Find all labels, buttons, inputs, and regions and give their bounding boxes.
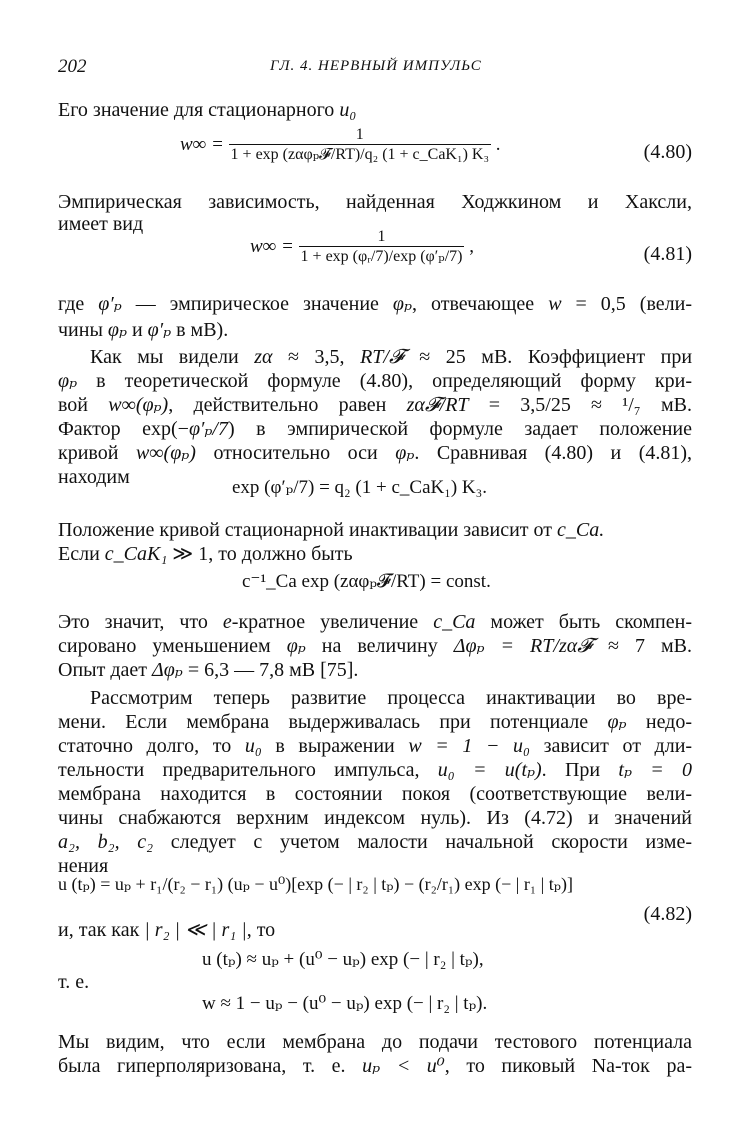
equation-4-82: u (tₚ) = uₚ + r₁/(r₂ − r₁) (uₚ − u⁰)[exp (− | r₂ | tₚ) − (r₂/r₁) exp (− | r₁ | tₚ)] [58,874,573,894]
text-line: a₂, b₂, c₂ следует с учетом малости начальной скорости изме- [58,831,692,853]
text-line: Это значит, что e-кратное увеличение c_Ca может быть скомпен- [58,611,692,633]
text-line: сировано уменьшением φₚ на величину Δφₚ = RT/zα𝓕 ≈ 7 мВ. [58,635,693,657]
equation-4-80: w∞ = $\frac{1}{\text{1 + exp (zαφₚ𝓕/RT)/q₂ (1 + c\_CaK₁) K₃}}$ . [180,126,501,163]
equation-number: (4.80) [643,141,692,163]
text-line: находим [58,466,130,488]
text-line: чины снабжаются верхним индексом нуль). Из (4.72) и значений [58,807,692,829]
text-line: Эмпирическая зависимость, найденная Ходжкином и Хаксли, [58,191,692,213]
text-line: тельности предварительного импульса, u₀ = u(tₚ). При tₚ = 0 [58,759,693,781]
text-line: Рассмотрим теперь развитие процесса инактивации во вре- [90,687,692,709]
equation-number: (4.82) [643,903,692,925]
text-line: вой w∞(φₚ), действительно равен zα𝓕/RT = 3,5/25 ≈ ¹/₇ мВ. [58,394,692,416]
text-line: Мы видим, что если мембрана до подачи тестового потенциала [58,1031,692,1053]
text-line: чины φₚ и φ′ₚ в мВ). [58,319,229,341]
equation-approx-w: w ≈ 1 − uₚ − (u⁰ − uₚ) exp (− | r₂ | tₚ). [202,993,488,1014]
text-line: Его значение для стационарного u₀ [58,99,357,121]
text-line: где φ′ₚ — эмпирическое значение φₚ, отвечающее w = 0,5 (вели- [58,293,693,315]
text-line: φₚ в теоретической формуле (4.80), определяющий форму кри- [58,370,692,392]
text-line: мембрана находится в состоянии покоя (соответствующие вели- [58,783,692,805]
text-line: нения [58,855,109,877]
text-line: Положение кривой стационарной инактивации зависит от c_Ca. [58,519,605,541]
text-line: Если c_CaK₁ ≫ 1, то должно быть [58,543,353,565]
text-line: была гиперполяризована, т. е. uₚ < u⁰, то пиковый Na-ток ра- [58,1055,692,1077]
equation-const: c⁻¹_Ca exp (zαφₚ𝓕/RT) = const. [242,571,491,592]
text-line: мени. Если мембрана выдерживалась при потенциале φₚ недо- [58,711,693,733]
equation-exp: exp (φ′ₚ/7) = q₂ (1 + c_CaK₁) K₃. [232,477,488,498]
text-line: имеет вид [58,213,144,235]
equation-approx-u: u (tₚ) ≈ uₚ + (u⁰ − uₚ) exp (− | r₂ | tₚ), [202,949,484,970]
equation-number: (4.81) [643,243,692,265]
page-number: 202 [58,56,87,77]
text-line: и, так как | r₂ | ≪ | r₁ |, то [58,919,276,941]
text-line: Как мы видели zα ≈ 3,5, RT/𝓕 ≈ 25 мВ. Коэффициент при [90,346,693,368]
equation-4-81: w∞ = $\frac{1}{\text{1 + exp (φᵣ/7)/exp (φ′ₚ/7)}}$ , [250,228,474,265]
text-line: кривой w∞(φₚ) относительно оси φₚ. Сравнивая (4.80) и (4.81), [58,442,693,464]
running-header: ГЛ. 4. НЕРВНЫЙ ИМПУЛЬС [270,58,482,74]
text-line: статочно долго, то u₀ в выражении w = 1 − u₀ зависит от дли- [58,735,693,757]
text-line: Опыт дает Δφₚ = 6,3 — 7,8 мВ [75]. [58,659,359,681]
text-line: т. е. [58,971,90,993]
text-line: Фактор exp(−φ′ₚ/7) в эмпирической формуле задает положение [58,418,692,440]
